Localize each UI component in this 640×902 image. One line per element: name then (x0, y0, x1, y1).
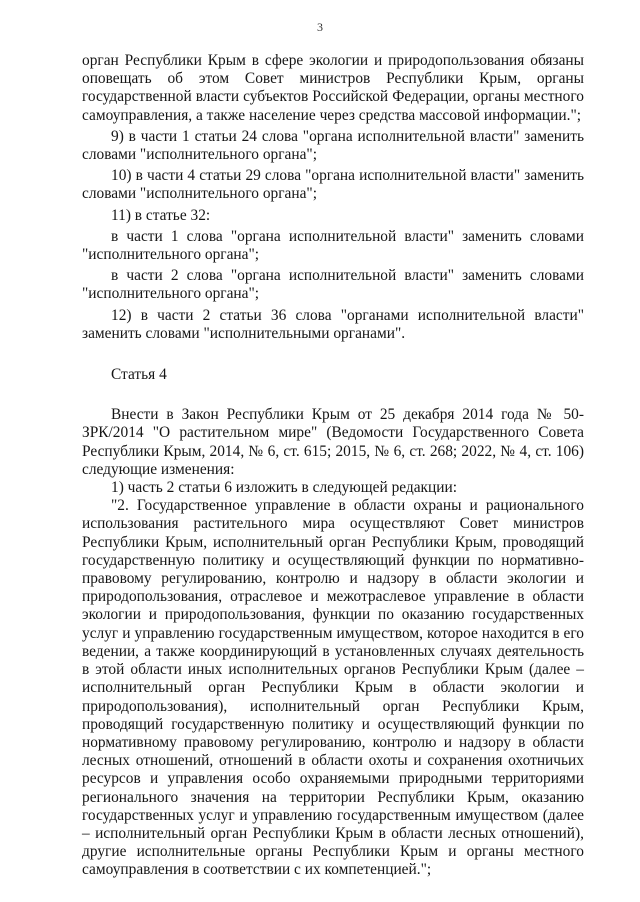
item-10: 10) в части 4 статьи 29 слова "органа исполнительной власти" заменить словами "исполнительного органа"; (82, 167, 584, 203)
item-11-part-1: в части 1 слова "органа исполнительной власти" заменить словами "исполнительного органа"; (82, 227, 584, 264)
article-heading: Статья 4 (111, 366, 167, 384)
item-1: 1) часть 2 статьи 6 изложить в следующей редакции: (111, 479, 458, 497)
item-9: 9) в части 1 статьи 24 слова "органа исполнительной власти" заменить словами "исполнительного органа"; (82, 127, 584, 164)
article-intro: Внести в Закон Республики Крым от 25 декабря 2014 года № 50-ЗРК/2014 "О растительном мире" (Ведомости Государственного Совета Республики Крым, 2014, № 6, ст. 615; 2015, № 6, ст. 268; 2022, № 4, ст. 106) следующие изменения: (82, 406, 584, 478)
document-body (82, 52, 584, 880)
item-12: 12) в части 2 статьи 36 слова "органами исполнительной власти" заменить словами "исполнительными органами". (82, 306, 584, 342)
paragraph-continuation: орган Республики Крым в сфере экологии и природопользования обязаны оповещать об этом Совет министров Республики Крым, органы государственной власти субъектов Российской Федерации, органы местного самоуправления, а также население через средства массовой информации."; (82, 52, 584, 124)
item-11: 11) в статье 32: (111, 206, 211, 224)
quoted-text: "2. Государственное управление в области охраны и рационального использования растительного мира осуществляют Совет министров Республики Крым, исполнительный орган Республики Крым, проводящий государственную политику и осуществляющий функции по нормативно-правовому регулированию, контролю и надзору в области экологии и природопользования, отраслевое и межотраслевое управление в области экологии и природопользования, функции по оказанию государственных услуг и управлению государственным имуществом, которое находится в его ведении, а также координирующий в установленных случаях деятельность в этой области иных исполнительных органов Республики Крым (далее – исполнительный орган Республики Крым в области экологии и природопользования), исполнительный орган Республики Крым, проводящий государственную политику и осуществляющий функции по нормативному правовому регулированию, контролю и надзору в области лесных отношений, отношений в области охоты и сохранения охотничьих ресурсов и управления особо охраняемыми природными территориями регионального значения на территории Республики Крым, оказанию государственных услуг и управлению государственным имуществом (далее – исполнительный орган Республики Крым в области лесных отношений), другие исполнительные органы Республики Крым и органы местного самоуправления в соответствии с их компетенцией."; (82, 497, 584, 879)
item-11-part-2: в части 2 слова "органа исполнительной власти" заменить словами "исполнительного органа"; (82, 267, 584, 303)
page-number: 3 (317, 20, 323, 34)
